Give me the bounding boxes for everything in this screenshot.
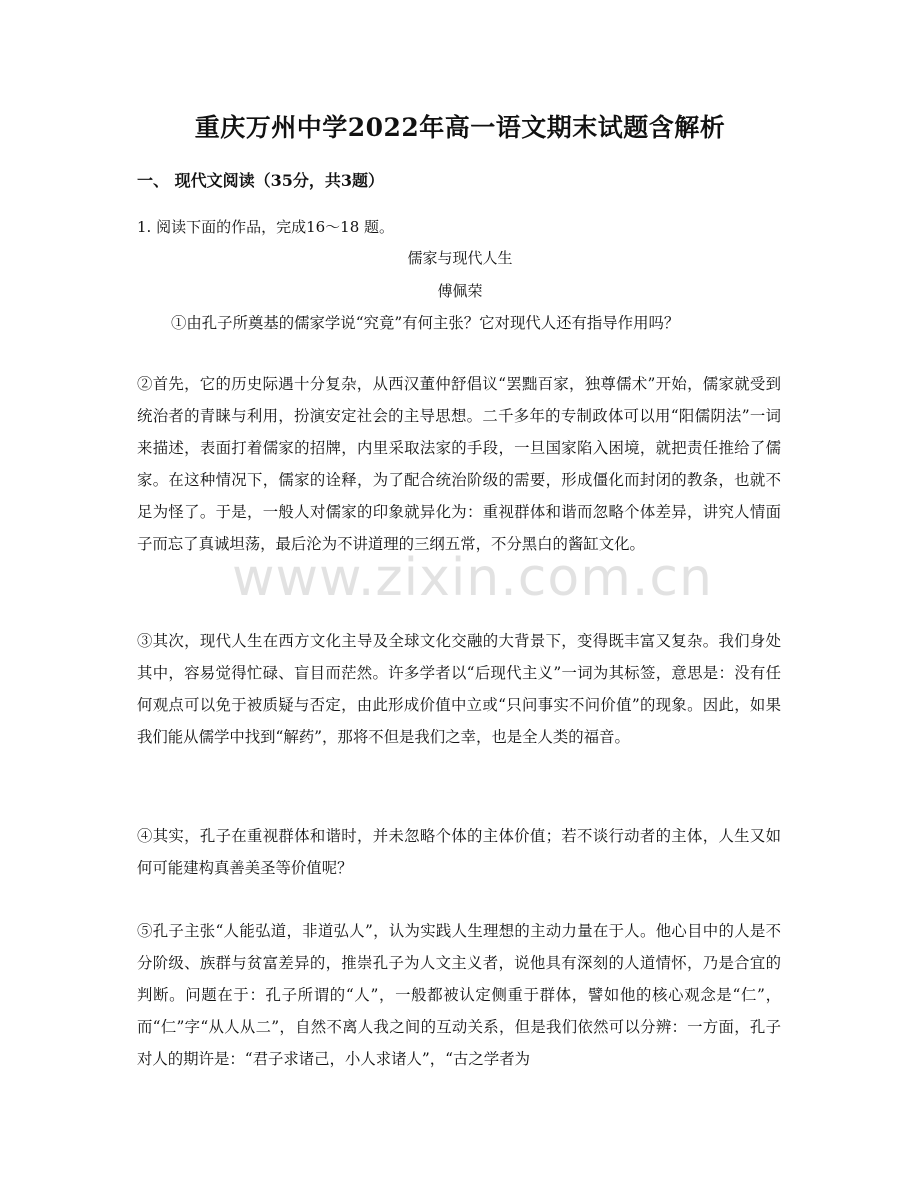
- watermark: www.zixin.com.cn: [232, 548, 713, 608]
- section-heading: 一、 现代文阅读（35分，共3题）: [137, 171, 384, 190]
- paragraph-3: ③其次，现代人生在西方文化主导及全球文化交融的大背景下，变得既丰富又复杂。我们身处其中，容易觉得忙碌、盲目而茫然。许多学者以“后现代主义”一词为其标签，意思是：没有任何观点可以免于被质疑与否定，由此形成价值中立或“只问事实不问价值”的现象。因此，如果我们能从儒学中找到“解药”，那将不但是我们之幸，也是全人类的福音。: [137, 632, 781, 746]
- document-title: 重庆万州中学2022年高一语文期末试题含解析: [194, 113, 726, 142]
- article-title: 儒家与现代人生: [407, 249, 513, 267]
- paragraph-1: ①由孔子所奠基的儒家学说“究竟”有何主张？它对现代人还有指导作用吗？: [171, 314, 680, 332]
- article-author: 傅佩荣: [437, 282, 483, 300]
- paragraph-4: ④其实，孔子在重视群体和谐时，并未忽略个体的主体价值；若不谈行动者的主体，人生又如何可能建构真善美圣等价值呢？: [137, 827, 781, 877]
- paragraph-5: ⑤孔子主张“人能弘道，非道弘人”，认为实践人生理想的主动力量在于人。他心目中的人是不分阶级、族群与贫富差异的，推崇孔子为人文主义者，说他具有深刻的人道情怀，乃是合宜的判断。问题在于：孔子所谓的“人”，一般都被认定侧重于群体，譬如他的核心观念是“仁”，而“仁”字“从人从二”，自然不离人我之间的互动关系，但是我们依然可以分辨：一方面，孔子对人的期许是：“君子求诸己，小人求诸人”，“古之学者为: [137, 922, 781, 1068]
- paragraph-2: ②首先，它的历史际遇十分复杂，从西汉董仲舒倡议“罢黜百家，独尊儒术”开始，儒家就受到统治者的青睐与利用，扮演安定社会的主导思想。二千多年的专制政体可以用“阳儒阴法”一词来描述，表面打着儒家的招牌，内里采取法家的手段，一旦国家陷入困境，就把责任推给了儒家。在这种情况下，儒家的诠释，为了配合统治阶级的需要，形成僵化而封闭的教条，也就不足为怪了。于是，一般人对儒家的印象就异化为：重视群体和谐而忽略个体差异，讲究人情面子而忘了真诚坦荡，最后沦为不讲道理的三纲五常，不分黑白的酱缸文化。: [137, 375, 781, 553]
- question-intro: 1. 阅读下面的作品，完成16～18 题。: [137, 218, 395, 236]
